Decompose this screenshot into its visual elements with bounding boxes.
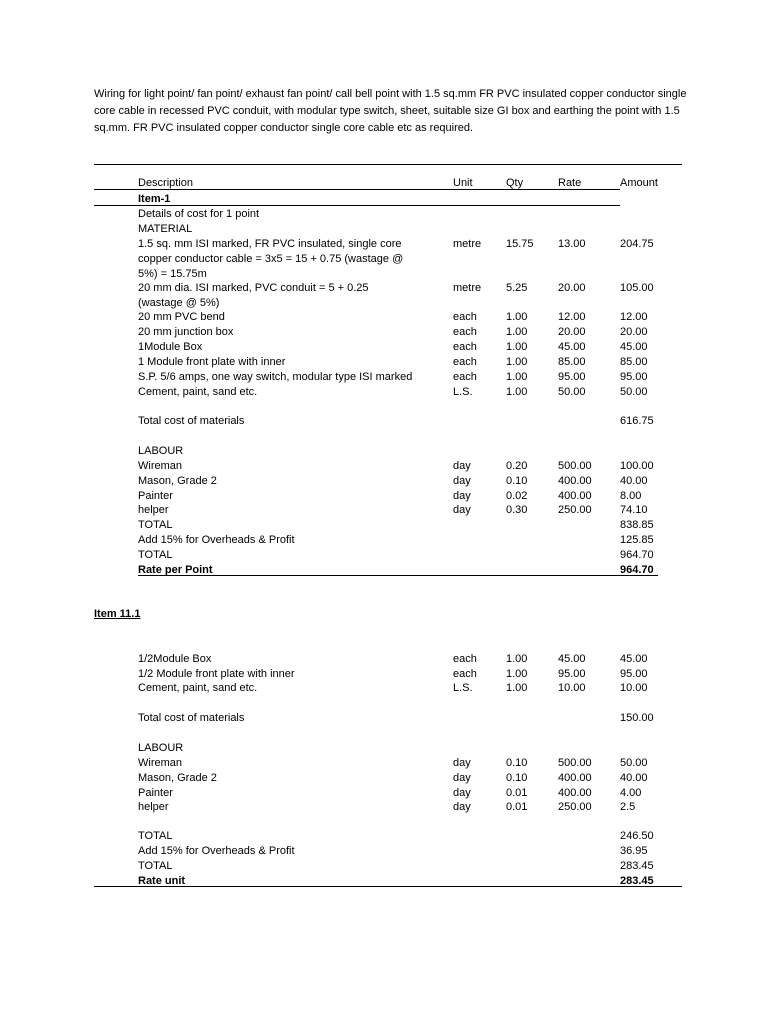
row-amount: 964.70 (620, 564, 654, 576)
row-qty: 0.10 (506, 757, 528, 769)
row-rate: 400.00 (558, 772, 592, 784)
row-description: S.P. 5/6 amps, one way switch, modular type ISI marked (138, 371, 413, 383)
row-amount: 45.00 (620, 341, 648, 353)
row-qty: 0.10 (506, 475, 528, 487)
row-unit: day (453, 787, 471, 799)
row-amount: 125.85 (620, 534, 654, 546)
row-qty: 1.00 (506, 356, 528, 368)
row-unit: day (453, 490, 471, 502)
row-rate: 500.00 (558, 460, 592, 472)
header-rate: Rate (558, 177, 582, 189)
row-description: helper (138, 801, 169, 813)
row-amount: 85.00 (620, 356, 648, 368)
row-unit: each (453, 341, 477, 353)
row-description: TOTAL (138, 549, 173, 561)
row-unit: metre (453, 238, 482, 250)
row-rate: 20.00 (558, 326, 586, 338)
row-qty: 0.01 (506, 787, 528, 799)
row-amount: 50.00 (620, 386, 648, 398)
row-amount: 283.45 (620, 860, 654, 872)
row-qty: 0.10 (506, 772, 528, 784)
section-title-rule (94, 205, 620, 206)
row-amount: 36.95 (620, 845, 648, 857)
row-rate: 400.00 (558, 490, 592, 502)
row-amount: 74.10 (620, 504, 648, 516)
row-qty: 1.00 (506, 386, 528, 398)
row-amount: 95.00 (620, 371, 648, 383)
row-amount: 838.85 (620, 519, 654, 531)
row-amount: 246.50 (620, 830, 654, 842)
row-rate: 400.00 (558, 475, 592, 487)
row-description: Details of cost for 1 point (138, 208, 260, 220)
row-unit: metre (453, 282, 482, 294)
row-qty: 1.00 (506, 668, 528, 680)
row-unit: day (453, 475, 471, 487)
rate-row-rule (138, 575, 658, 576)
row-description: 1Module Box (138, 341, 203, 353)
row-rate: 50.00 (558, 386, 586, 398)
row-amount: 964.70 (620, 549, 654, 561)
row-unit: day (453, 772, 471, 784)
row-description: 1.5 sq. mm ISI marked, FR PVC insulated, single core copper conductor cable = 3x5 = 15 + 0.75 (wastage @ 5%) = 15.75m (138, 238, 404, 280)
bottom-rule (94, 886, 682, 887)
row-rate: 85.00 (558, 356, 586, 368)
row-rate: 400.00 (558, 787, 592, 799)
row-description: Cement, paint, sand etc. (138, 386, 258, 398)
row-description: TOTAL (138, 519, 173, 531)
header-description: Description (138, 177, 194, 189)
row-rate: 250.00 (558, 801, 592, 813)
row-rate: 250.00 (558, 504, 592, 516)
row-description: Rate unit (138, 875, 186, 887)
row-unit: each (453, 668, 477, 680)
row-amount: 283.45 (620, 875, 654, 887)
row-description: TOTAL (138, 830, 173, 842)
section-title: Item 11.1 (94, 608, 141, 620)
row-description: 20 mm PVC bend (138, 311, 225, 323)
row-rate: 12.00 (558, 311, 586, 323)
row-qty: 1.00 (506, 682, 528, 694)
row-amount: 40.00 (620, 772, 648, 784)
row-description: 20 mm junction box (138, 326, 234, 338)
row-unit: each (453, 653, 477, 665)
row-rate: 95.00 (558, 668, 586, 680)
header-amount: Amount (620, 177, 658, 189)
row-unit: L.S. (453, 386, 473, 398)
row-description: Wireman (138, 460, 183, 472)
row-description: 1/2Module Box (138, 653, 212, 665)
row-amount: 45.00 (620, 653, 648, 665)
row-description: 1/2 Module front plate with inner (138, 668, 295, 680)
row-qty: 5.25 (506, 282, 528, 294)
row-description: TOTAL (138, 860, 173, 872)
row-amount: 150.00 (620, 712, 654, 724)
row-description: LABOUR (138, 742, 184, 754)
row-amount: 100.00 (620, 460, 654, 472)
row-rate: 20.00 (558, 282, 586, 294)
row-description: Rate per Point (138, 564, 213, 576)
row-description: 20 mm dia. ISI marked, PVC conduit = 5 + 0.25 (wastage @ 5%) (138, 282, 369, 309)
row-description: 1 Module front plate with inner (138, 356, 286, 368)
row-qty: 15.75 (506, 238, 534, 250)
row-unit: day (453, 801, 471, 813)
row-qty: 1.00 (506, 653, 528, 665)
header-unit: Unit (453, 177, 473, 189)
row-amount: 4.00 (620, 787, 642, 799)
row-qty: 0.01 (506, 801, 528, 813)
row-qty: 0.02 (506, 490, 528, 502)
section-title: Item-1 (138, 193, 171, 205)
row-qty: 0.20 (506, 460, 528, 472)
row-description: helper (138, 504, 169, 516)
row-qty: 1.00 (506, 371, 528, 383)
row-description: Total cost of materials (138, 415, 245, 427)
row-rate: 10.00 (558, 682, 586, 694)
row-amount: 20.00 (620, 326, 648, 338)
row-amount: 12.00 (620, 311, 648, 323)
row-rate: 13.00 (558, 238, 586, 250)
row-amount: 204.75 (620, 238, 654, 250)
row-description: Mason, Grade 2 (138, 475, 217, 487)
row-unit: each (453, 311, 477, 323)
row-unit: each (453, 356, 477, 368)
row-description: Mason, Grade 2 (138, 772, 217, 784)
row-qty: 1.00 (506, 311, 528, 323)
row-qty: 1.00 (506, 326, 528, 338)
row-description: Total cost of materials (138, 712, 245, 724)
row-description: Painter (138, 490, 173, 502)
row-amount: 8.00 (620, 490, 642, 502)
row-amount: 50.00 (620, 757, 648, 769)
row-amount: 105.00 (620, 282, 654, 294)
row-unit: day (453, 504, 471, 516)
row-amount: 2.5 (620, 801, 636, 813)
row-unit: each (453, 371, 477, 383)
row-unit: L.S. (453, 682, 473, 694)
row-description: Cement, paint, sand etc. (138, 682, 258, 694)
row-description: Add 15% for Overheads & Profit (138, 845, 295, 857)
row-qty: 1.00 (506, 341, 528, 353)
row-rate: 45.00 (558, 341, 586, 353)
row-unit: day (453, 460, 471, 472)
row-rate: 95.00 (558, 371, 586, 383)
row-description: Painter (138, 787, 173, 799)
header-qty: Qty (506, 177, 524, 189)
intro-paragraph: Wiring for light point/ fan point/ exhaust fan point/ call bell point with 1.5 sq.mm FR PVC insulated copper conductor single core cable in recessed PVC conduit, with modular type switch, sheet, suitable size GI box and earthing the point with 1.5 sq.mm. FR PVC insulated copper conductor single core cable etc as required. (94, 88, 687, 134)
row-amount: 95.00 (620, 668, 648, 680)
row-rate: 500.00 (558, 757, 592, 769)
row-unit: each (453, 326, 477, 338)
row-description: Wireman (138, 757, 183, 769)
top-rule (94, 164, 682, 165)
row-rate: 45.00 (558, 653, 586, 665)
row-amount: 616.75 (620, 415, 654, 427)
row-description: MATERIAL (138, 223, 193, 235)
row-description: LABOUR (138, 445, 184, 457)
row-unit: day (453, 757, 471, 769)
header-rule (94, 189, 620, 190)
row-amount: 10.00 (620, 682, 648, 694)
row-qty: 0.30 (506, 504, 528, 516)
row-description: Add 15% for Overheads & Profit (138, 534, 295, 546)
row-amount: 40.00 (620, 475, 648, 487)
